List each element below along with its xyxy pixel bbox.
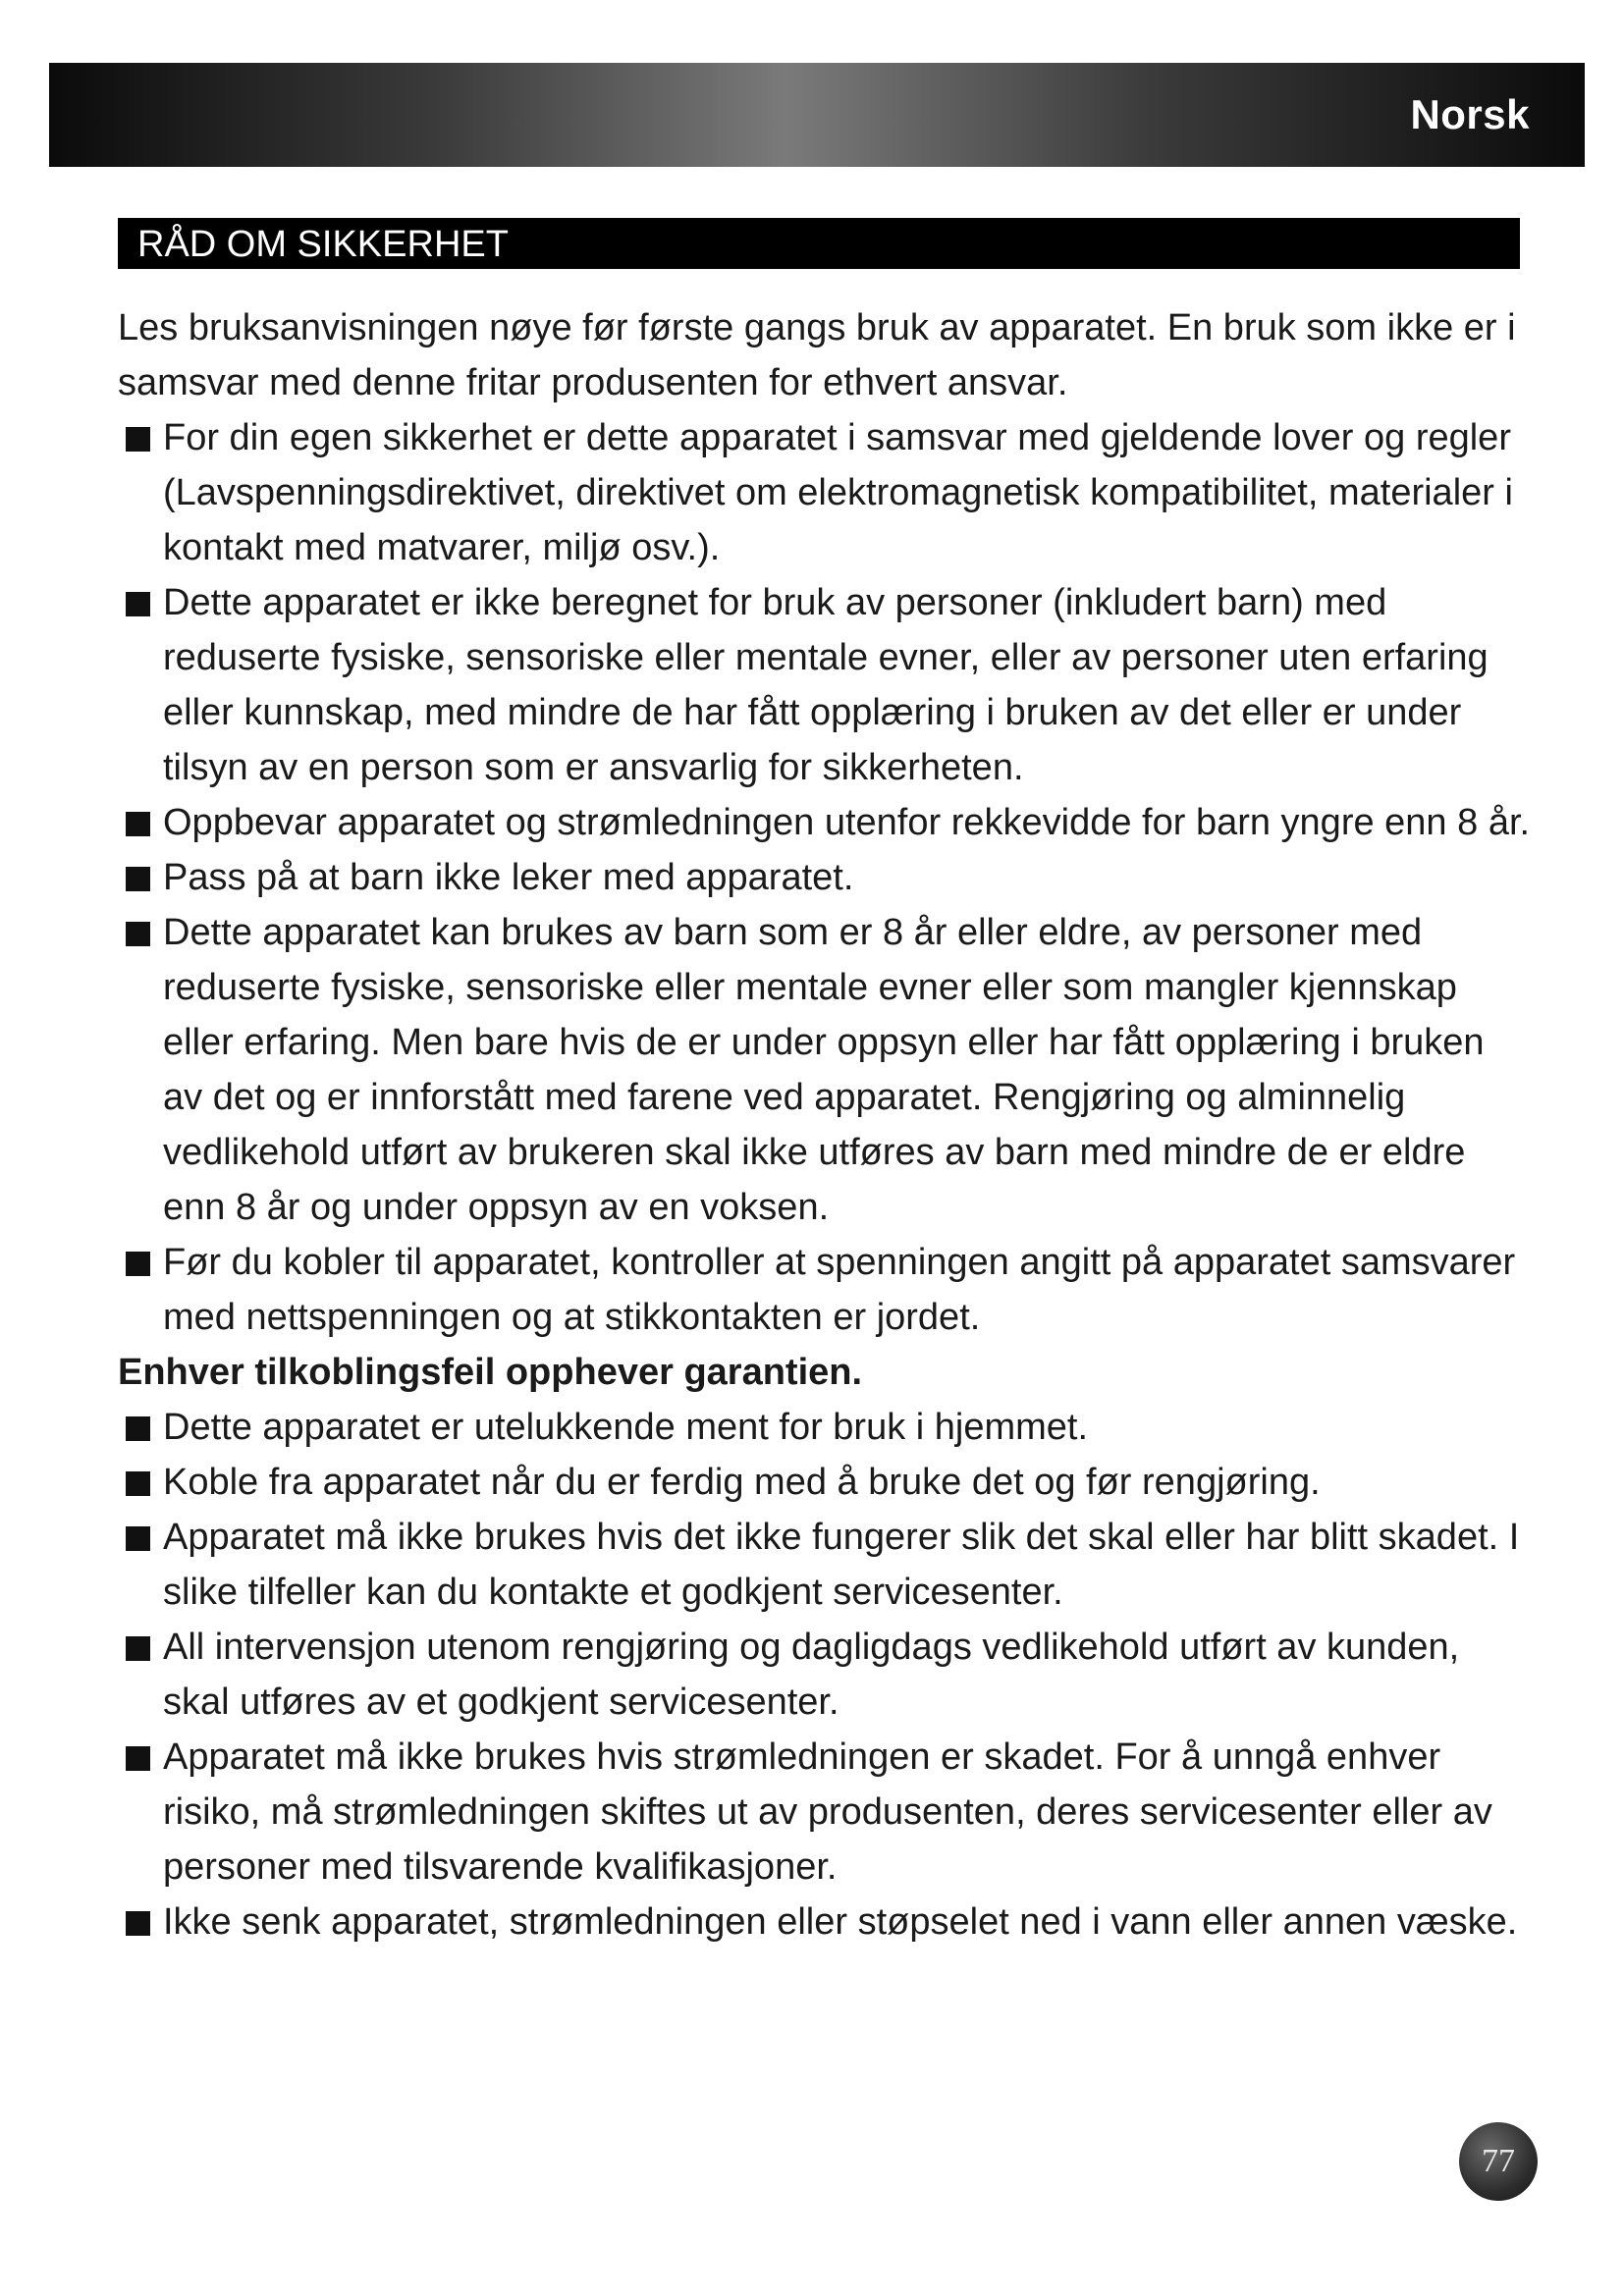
square-bullet-icon xyxy=(126,1471,150,1496)
list-item-text: Dette apparatet er utelukkende ment for bruk i hjemmet. xyxy=(163,1407,1089,1448)
square-bullet-icon xyxy=(126,592,150,616)
list-item xyxy=(118,1455,1532,1510)
list-item-text: Pass på at barn ikke leker med apparatet. xyxy=(163,857,854,898)
list-item-text: Ikke senk apparatet, strømledningen eller støpselet ned i vann eller annen væske. xyxy=(163,1901,1518,1943)
list-item xyxy=(118,1620,1532,1730)
list-item-text: Koble fra apparatet når du er ferdig med å bruke det og før rengjøring. xyxy=(163,1462,1321,1503)
list-item xyxy=(118,850,1532,905)
section-heading-bar xyxy=(118,218,1520,269)
language-label: Norsk xyxy=(1410,91,1530,137)
square-bullet-icon xyxy=(126,1526,150,1551)
square-bullet-icon xyxy=(126,1911,150,1936)
list-item xyxy=(118,1400,1532,1455)
list-item-text: Apparatet må ikke brukes hvis strømledningen er skadet. For å unngå enhver risiko, må strømledningen skiftes ut av produsenten, deres servicesenter eller av personer med tilsvarende kvalifikasjoner. xyxy=(163,1736,1492,1888)
safety-content xyxy=(118,300,1532,1949)
square-bullet-icon xyxy=(126,1416,150,1441)
list-item xyxy=(118,1510,1532,1620)
list-item-text: All intervensjon utenom rengjøring og dagligdags vedlikehold utført av kunden, skal utføres av et godkjent servicesenter. xyxy=(163,1627,1460,1723)
list-item xyxy=(118,1895,1532,1949)
square-bullet-icon xyxy=(126,427,150,452)
list-item-text: Dette apparatet er ikke beregnet for bruk av personer (inkludert barn) med reduserte fysiske, sensoriske eller mentale evner, eller av personer uten erfaring eller kunnskap, med mindre de har fått opplæring i bruken av det eller er under tilsyn av en person som er ansvarlig for sikkerheten. xyxy=(163,582,1489,788)
list-item xyxy=(118,795,1532,850)
list-item xyxy=(118,1730,1532,1895)
list-item-text: Oppbevar apparatet og strømledningen utenfor rekkevidde for barn yngre enn 8 år. xyxy=(163,802,1531,843)
list-item-text: Før du kobler til apparatet, kontroller at spenningen angitt på apparatet samsvarer med nettspenningen og at stikkontakten er jordet. xyxy=(163,1242,1516,1338)
square-bullet-icon xyxy=(126,922,150,946)
list-item xyxy=(118,1235,1532,1345)
list-item-text: Apparatet må ikke brukes hvis det ikke fungerer slik det skal eller har blitt skadet. I slike tilfeller kan du kontakte et godkjent servicesenter. xyxy=(163,1517,1520,1613)
square-bullet-icon xyxy=(126,1746,150,1771)
square-bullet-icon xyxy=(126,812,150,836)
page-number-badge: 77 xyxy=(1459,2122,1538,2201)
list-item-text: For din egen sikkerhet er dette apparatet i samsvar med gjeldende lover og regler (Lavspenningsdirektivet, direktivet om elektromagnetisk kompatibilitet, materialer i kontakt med matvarer, miljø osv.). xyxy=(163,417,1513,568)
list-item xyxy=(118,905,1532,1235)
safety-list-b xyxy=(118,1400,1532,1949)
intro-paragraph: Les bruksanvisningen nøye før første gangs bruk av apparatet. En bruk som ikke er i samsvar med denne fritar produsenten for ethvert ansvar. xyxy=(118,307,1516,403)
safety-list-a xyxy=(118,410,1532,1345)
list-item xyxy=(118,410,1532,575)
section-title: RÅD OM SIKKERHET xyxy=(137,224,509,265)
square-bullet-icon xyxy=(126,1636,150,1661)
list-item xyxy=(118,575,1532,795)
square-bullet-icon xyxy=(126,1252,150,1276)
warranty-warning: Enhver tilkoblingsfeil opphever garantien. xyxy=(118,1352,863,1393)
square-bullet-icon xyxy=(126,867,150,891)
header-bar xyxy=(49,63,1585,167)
list-item-text: Dette apparatet kan brukes av barn som er 8 år eller eldre, av personer med reduserte fysiske, sensoriske eller mentale evner eller som mangler kjennskap eller erfaring. Men bare hvis de er under oppsyn eller har fått opplæring i bruken av det og er innforstått med farene ved apparatet. Rengjøring og alminnelig vedlikehold utført av brukeren skal ikke utføres av barn med mindre de er eldre enn 8 år og under oppsyn av en voksen. xyxy=(163,912,1485,1228)
